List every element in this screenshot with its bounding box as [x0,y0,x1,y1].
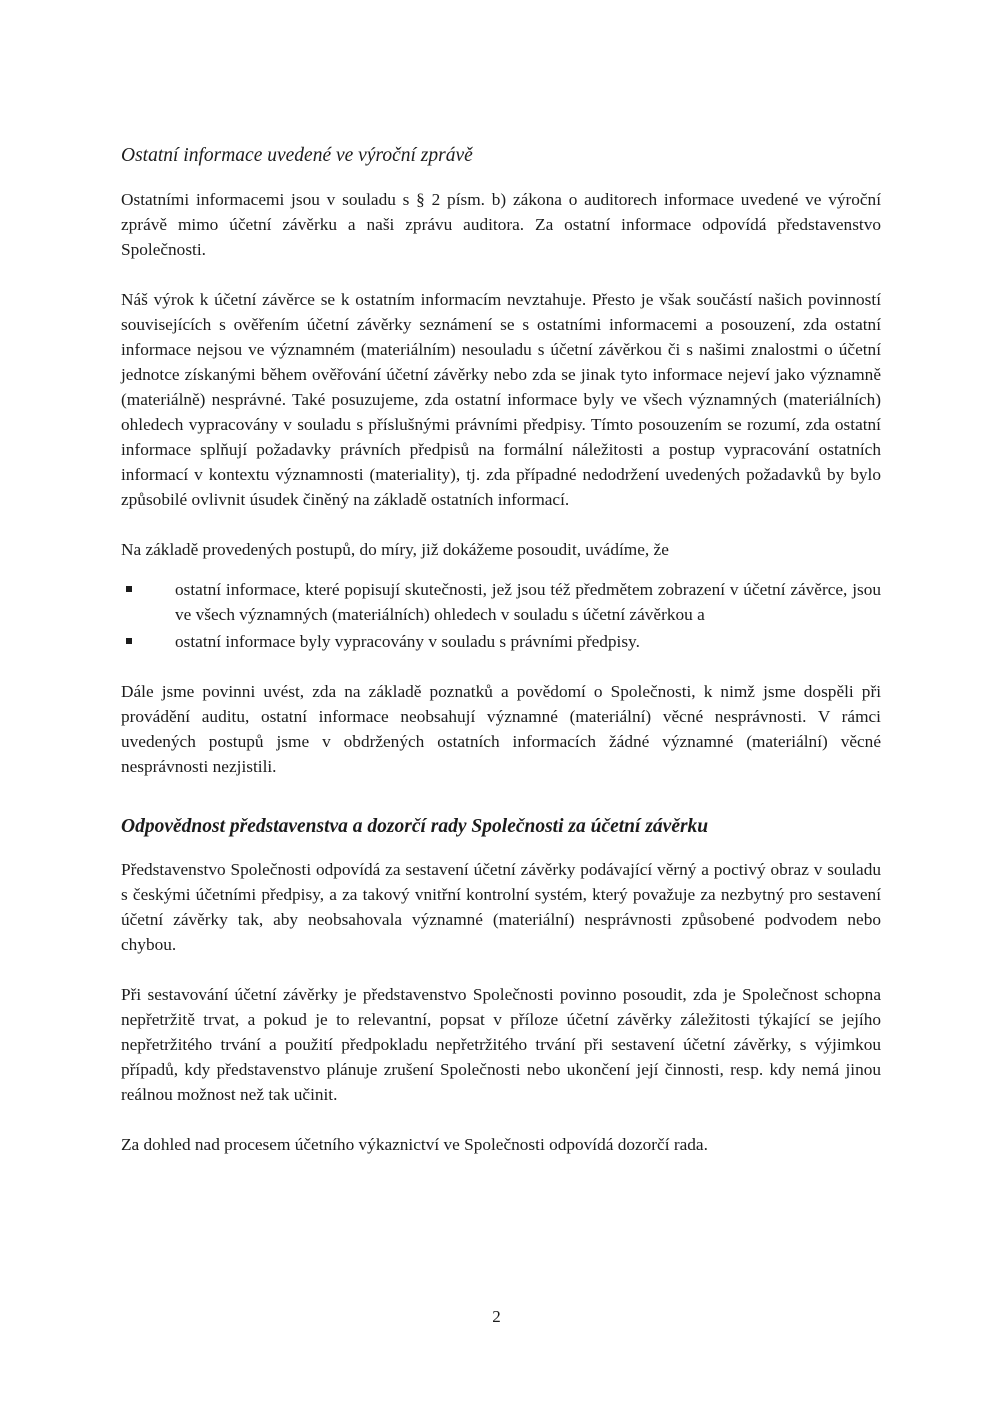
paragraph-material-misstatement-statement: Dále jsme povinni uvést, zda na základě poznatků a povědomí o Společnosti, k nimž jsme dospěli při provádění auditu, ostatní informace neobsahují významné (materiální) věcné nesprávnosti. V rámci uvedených postupů jsme v obdržených ostatních informacích žádné významné (materiální) věcné nesprávnosti nezjistili. [121,682,881,776]
paragraph-supervisory-board-oversight: Za dohled nad procesem účetního výkaznictví ve Společnosti odpovídá dozorčí rada. [121,1135,708,1154]
square-bullet-icon [126,586,132,592]
section-heading-other-information: Ostatní informace uvedené ve výroční zprávě [121,145,473,166]
list-item-text: ostatní informace, které popisují skutečnosti, jež jsou též předmětem zobrazení v účetní závěrce, jsou ve všech významných (materiálních) ohledech v souladu s účetní závěrkou a [175,580,881,624]
section-heading-board-responsibility: Odpovědnost představenstva a dozorčí rady Společnosti za účetní závěrku [121,816,709,837]
findings-list [121,577,881,654]
paragraph-audit-opinion-scope: Náš výrok k účetní závěrce se k ostatním informacím nevztahuje. Přesto je však součástí našich povinností souvisejících s ověřením účetní závěrky seznámení se s ostatními informacemi a posouzení, zda ostatní informace nejsou ve významném (materiálním) nesouladu s účetní závěrkou či s našimi znalostmi o účetní jednotce získanými během ověřování účetní závěrky nebo zda se jinak tyto informace nejeví jako významně (materiálně) nesprávné. Také posuzujeme, zda ostatní informace byly ve všech významných (materiálních) ohledech vypracovány v souladu s příslušnými právními předpisy. Tímto posouzením se rozumí, zda ostatní informace splňují požadavky právních předpisů na formální náležitosti a postup vypracování ostatních informací v kontextu významnosti (materiality), tj. zda případné nedodržení uvedených požadavků by bylo způsobilé ovlivnit úsudek činěný na základě ostatních informací. [121,290,881,509]
list-item [121,629,881,654]
document-page [121,143,881,1157]
list-item-text: ostatní informace byly vypracovány v souladu s právními předpisy. [175,632,640,651]
square-bullet-icon [126,638,132,644]
paragraph-procedures-intro: Na základě provedených postupů, do míry, již dokážeme posoudit, uvádíme, že [121,540,669,559]
list-item [121,577,881,627]
paragraph-going-concern: Při sestavování účetní závěrky je představenstvo Společnosti povinno posoudit, zda je Společnost schopna nepřetržitě trvat, a pokud je to relevantní, popsat v příloze účetní závěrky záležitosti týkající se jejího nepřetržitého trvání a použití předpokladu nepřetržitého trvání při sestavení účetní závěrky, s výjimkou případů, kdy představenstvo plánuje zrušení Společnosti nebo ukončení její činnosti, resp. kdy nemá jinou reálnou možnost než tak učinit. [121,985,881,1104]
page-number: 2 [492,1307,501,1326]
paragraph-other-information-definition: Ostatními informacemi jsou v souladu s § 2 písm. b) zákona o auditorech informace uvedené ve výroční zprávě mimo účetní závěrku a naši zprávu auditora. Za ostatní informace odpovídá představenstvo Společnosti. [121,190,881,259]
paragraph-board-responsibility: Představenstvo Společnosti odpovídá za sestavení účetní závěrky podávající věrný a poctivý obraz v souladu s českými účetními předpisy, a za takový vnitřní kontrolní systém, který považuje za nezbytný pro sestavení účetní závěrky tak, aby neobsahovala významné (materiální) nesprávnosti způsobené podvodem nebo chybou. [121,860,881,954]
